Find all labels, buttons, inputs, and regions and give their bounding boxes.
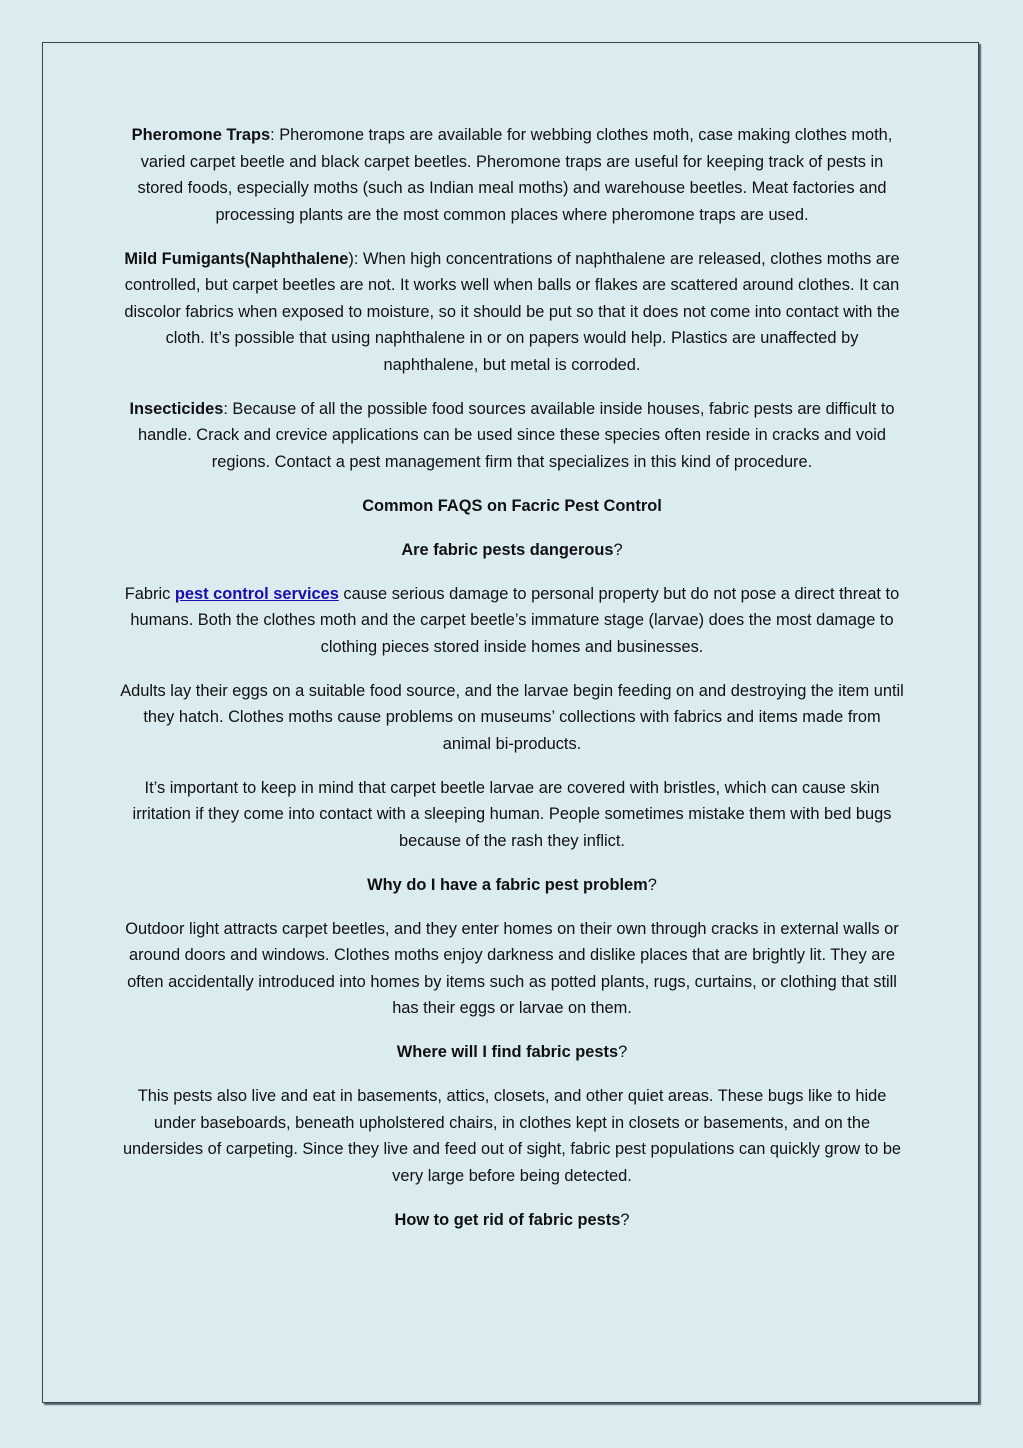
faq-heading: [119, 493, 905, 520]
question-mark: ?: [647, 875, 657, 894]
question-why: [119, 872, 905, 899]
answer-dangerous: [119, 581, 905, 661]
question-mark: ?: [613, 540, 623, 559]
question-mark: ?: [620, 1210, 630, 1229]
answer-dangerous-prefix: Fabric: [124, 584, 175, 603]
question-where-title: Where will I find fabric pests: [396, 1043, 619, 1061]
question-how-title: How to get rid of fabric pests: [394, 1210, 621, 1229]
pest-control-services-link[interactable]: pest control services: [174, 584, 339, 603]
answer-dangerous-text: cause serious damage to personal property but do not pose a direct threat to humans. Both the clothes moth and the carpet beetle’s immature stage (larvae) does the most damage to clothing pieces stored inside homes and businesses.: [130, 584, 900, 656]
answer-dangerous-bristles: It’s important to keep in mind that carpet beetle larvae are covered with bristles, which can cause skin irritation if they come into contact with a sleeping human. People sometimes mistake them with bed bugs because of the rash they inflict.: [132, 778, 892, 850]
answer-why: Outdoor light attracts carpet beetles, and they enter homes on their own through cracks in external walls or around doors and windows. Clothes moths enjoy darkness and dislike places that are brightly lit. They are often accidentally introduced into homes by items such as potted plants, rugs, curtains, or clothing that still has their eggs or larvae on them.: [125, 919, 899, 1017]
paragraph-pheromone-traps: [119, 122, 905, 228]
insecticides-title: Insecticides: [129, 399, 224, 418]
question-how: [119, 1207, 905, 1234]
pheromone-traps-text: : Pheromone traps are available for webbing clothes moth, case making clothes moth, varied carpet beetle and black carpet beetles. Pheromone traps are useful for keeping track of pests in stored foods, especially moths (such as Indian meal moths) and warehouse beetles. Meat factories and processing plants are the most common places where pheromone traps are used.: [137, 126, 893, 224]
document-content: [119, 122, 905, 1251]
paragraph-mild-fumigants: [119, 246, 905, 379]
faq-heading-text: Common FAQS on Facric Pest Control: [362, 496, 662, 515]
question-dangerous-title: Are fabric pests dangerous: [401, 540, 614, 559]
paragraph-insecticides: [119, 396, 905, 476]
mild-fumigants-text: ): When high concentrations of naphthalene are released, clothes moths are controlled, but carpet beetles are not. It works well when balls or flakes are scattered around clothes. It can discolor fabrics when exposed to moisture, so it should be put so that it does not come into contact with the cloth. It’s possible that using naphthalene in or on papers would help. Plastics are unaffected by naphthalene, but metal is corroded.: [124, 249, 900, 374]
question-dangerous: [119, 537, 905, 564]
question-mark: ?: [618, 1043, 628, 1061]
question-where: [119, 1039, 905, 1066]
answer-where: This pests also live and eat in basements, attics, closets, and other quiet areas. These bugs like to hide under baseboards, beneath upholstered chairs, in clothes kept in closets or basements, and on the undersides of carpeting. Since they live and feed out of sight, fabric pest populations can quickly grow to be very large before being detected.: [122, 1087, 902, 1185]
answer-dangerous-eggs: Adults lay their eggs on a suitable food source, and the larvae begin feeding on and destroying the item until they hatch. Clothes moths cause problems on museums’ collections with fabrics and items made from animal bi-products.: [120, 681, 904, 753]
insecticides-text: : Because of all the possible food sources available inside houses, fabric pests are difficult to handle. Crack and crevice applications can be used since these species often reside in cracks and void regions. Contact a pest management firm that specializes in this kind of procedure.: [137, 399, 895, 471]
pheromone-traps-title: Pheromone Traps: [131, 126, 271, 144]
mild-fumigants-title: Mild Fumigants(Naphthalene: [124, 249, 349, 268]
question-why-title: Why do I have a fabric pest problem: [367, 875, 648, 894]
document-page: [42, 42, 979, 1403]
